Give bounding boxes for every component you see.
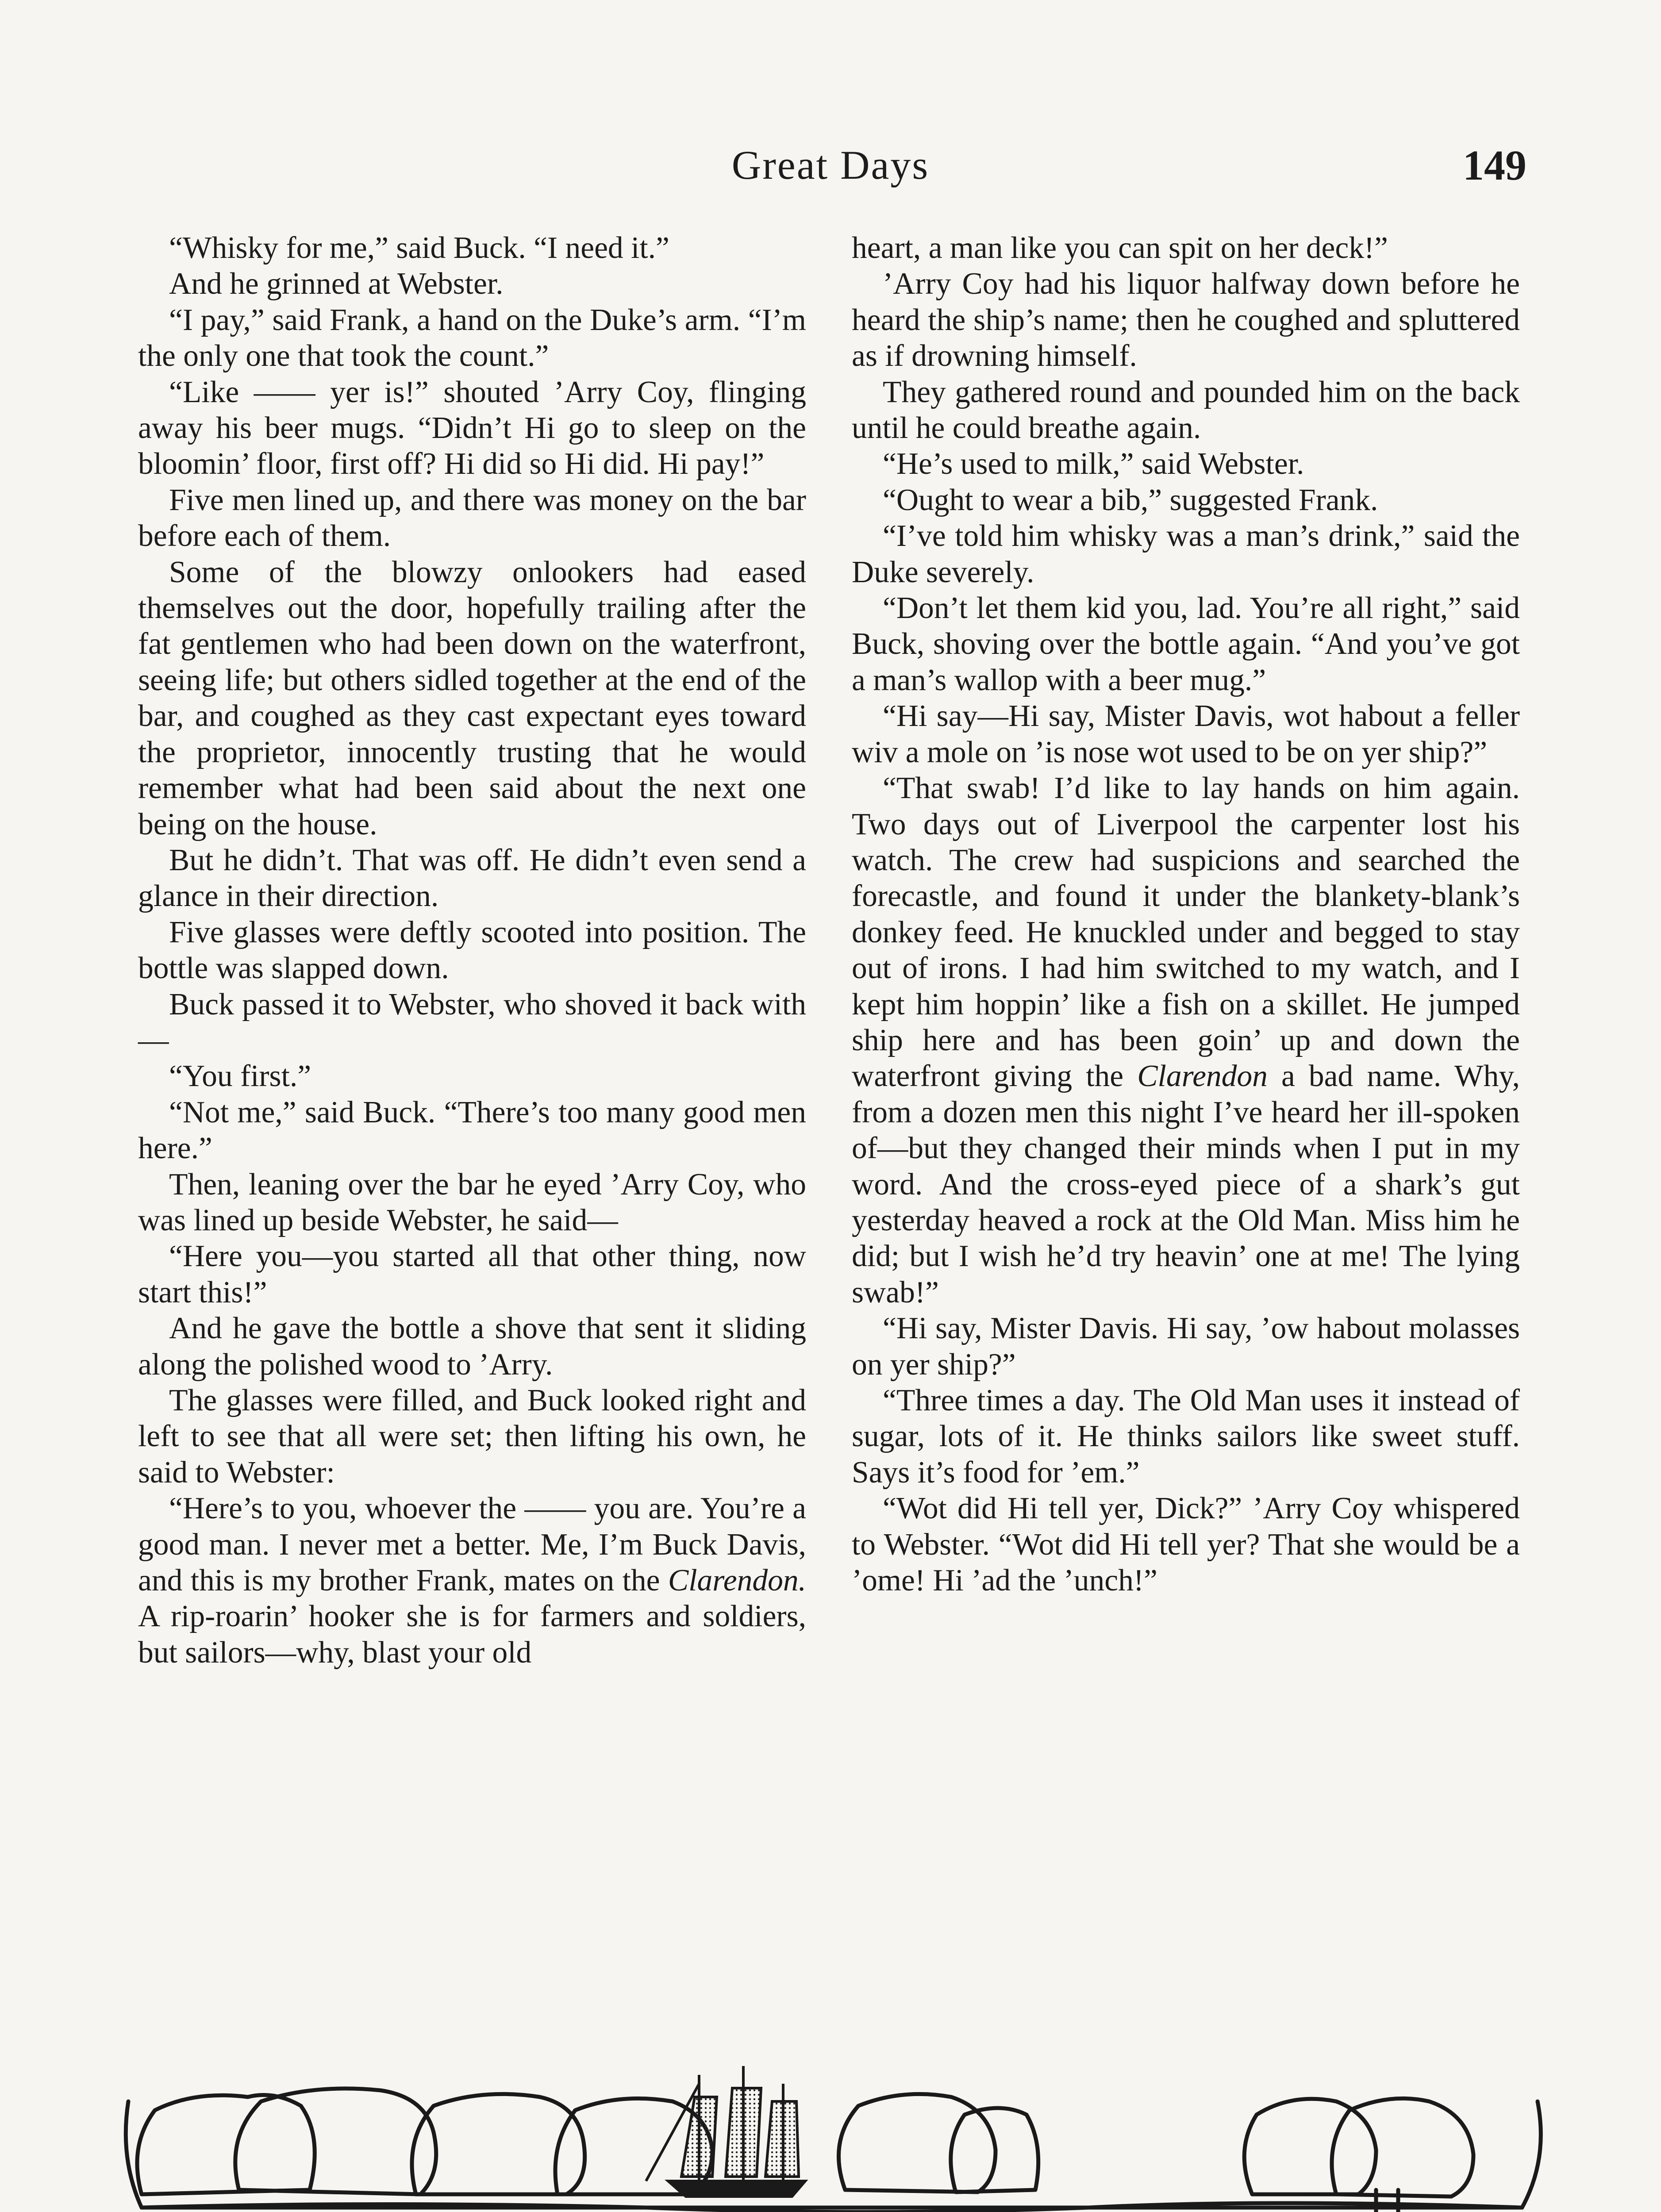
paragraph: “You first.” [169,1059,311,1094]
paragraph [138,1490,806,1671]
paragraph: “I pay,” said Frank, a hand on the Duke’s arm. “I’m the only one that took the count.” [138,303,806,373]
paragraph-continued: heart, a man like you can spit on her deck!” [852,231,1388,265]
paragraph: “Here you—you started all that other thing, now start this!” [138,1239,806,1310]
paragraph: “Not me,” said Buck. “There’s too many good men here.” [138,1095,806,1166]
paragraph: “Three times a day. The Old Man uses it instead of sugar, lots of it. He thinks sailors like sweet stuff. Says it’s food for ’em.” [852,1383,1520,1490]
paragraph: The glasses were filled, and Buck looked right and left to see that all were set; then lifting his own, he said to Webster: [138,1383,806,1490]
paragraph: Buck passed it to Webster, who shoved it back with — [138,987,806,1057]
paragraph: “I’ve told him whisky was a man’s drink,” said the Duke severely. [852,519,1520,589]
paragraph: “Wot did Hi tell yer, Dick?” ’Arry Coy whispered to Webster. “Wot did Hi tell yer? That she would be a ’ome! Hi ’ad the ’unch!” [852,1491,1520,1598]
paragraph: And he gave the bottle a shove that sent it sliding along the polished wood to ’Arry. [138,1311,806,1382]
ship-name-italic: Clarendon [1137,1059,1268,1094]
paragraph-text: A rip-roarin’ hooker she is for farmers and soldiers, but sailors—why, blast your old [138,1599,806,1670]
paragraph: ’Arry Coy had his liquor halfway down before he heard the ship’s name; then he coughed and spluttered as if drowning himself. [852,267,1520,373]
paragraph: “Don’t let them kid you, lad. You’re all right,” said Buck, shoving over the bottle again. “And you’ve got a man’s wallop with a beer mug.” [852,591,1520,697]
paragraph: “Like —— yer is!” shouted ’Arry Coy, flinging away his beer mugs. “Didn’t Hi go to sleep on the bloomin’ floor, first off? Hi did so Hi did. Hi pay!” [138,375,806,481]
paragraph: “Whisky for me,” said Buck. “I need it.” [169,231,669,265]
paragraph: Some of the blowzy onlookers had eased themselves out the door, hopefully trailing after the fat gentlemen who had been down on the waterfront, seeing life; but others sidled together at the end of the bar, and coughed as they cast expectant eyes toward the proprietor, innocently trusting that he would remember what had been said about the next one being on the house. [138,555,806,841]
left-text-column [138,230,806,1671]
paragraph [852,770,1520,1310]
paragraph: But he didn’t. That was off. He didn’t even send a glance in their direction. [138,843,806,914]
paragraph-text: “That swab! I’d like to lay hands on him again. Two days out of Liverpool the carpenter lost his watch. The crew had suspicions and searched the forecastle, and found it under the blankety-blank’s donkey feed. He knuckled under and begged to stay out of irons. I had him switched to my watch, and I kept him hoppin’ like a fish on a skillet. He jumped ship here and has been goin’ up and down the waterfront giving the [852,771,1520,1094]
paragraph: “Ought to wear a bib,” suggested Frank. [883,483,1378,517]
page-number: 149 [1463,142,1526,189]
paragraph: “Hi say, Mister Davis. Hi say, ’ow habout molasses on yer ship?” [852,1311,1520,1382]
sailing-ship-seascape-icon [115,2048,1557,2212]
paragraph: “He’s used to milk,” said Webster. [883,447,1304,481]
ship-name-italic: Clarendon. [668,1563,806,1598]
right-text-column [852,230,1520,1598]
paragraph: Five glasses were deftly scooted into position. The bottle was slapped down. [138,915,806,986]
paragraph: Then, leaning over the bar he eyed ’Arry Coy, who was lined up beside Webster, he said— [138,1167,806,1237]
paragraph-text: a bad name. Why, from a dozen men this night I’ve heard her ill-spoken of—but they changed their minds when I put in my word. And the cross-eyed piece of a shark’s gut yesterday heaved a rock at the Old Man. Miss him he did; but I wish he’d try heavin’ one at me! The lying swab!” [852,1059,1520,1310]
paragraph: Five men lined up, and there was money on the bar before each of them. [138,483,806,553]
running-title: Great Days [731,142,930,188]
paragraph-text: “Here’s to you, whoever the —— you are. You’re a good man. I never met a better. Me, I’m Buck Davis, and this is my brother Frank, mates on the [138,1491,806,1598]
paragraph: “Hi say—Hi say, Mister Davis, wot habout a feller wiv a mole on ’is nose wot used to be on yer ship?” [852,699,1520,769]
paragraph: And he grinned at Webster. [169,267,504,301]
paragraph: They gathered round and pounded him on the back until he could breathe again. [852,375,1520,445]
